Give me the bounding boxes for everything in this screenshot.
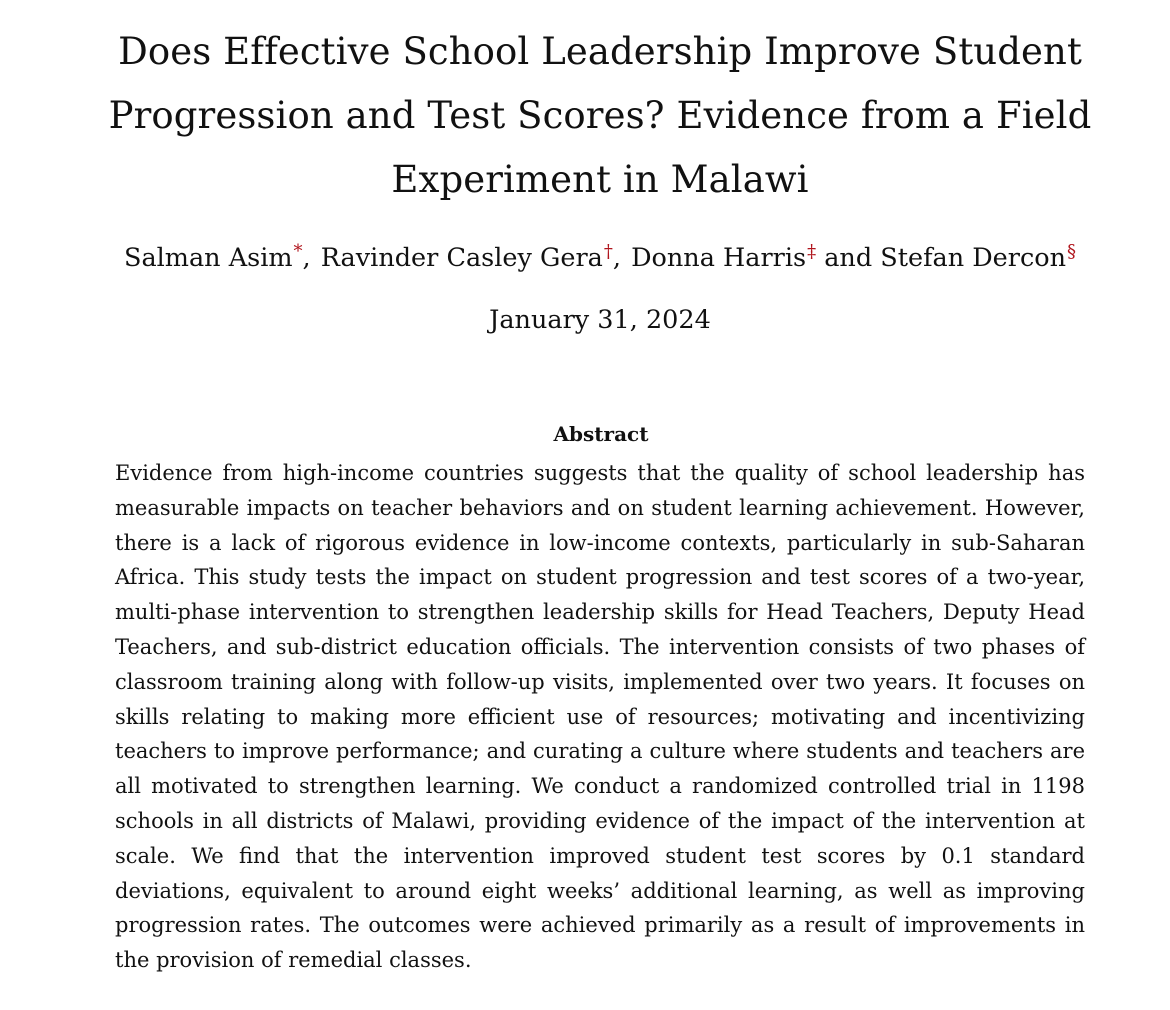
author-name: Salman Asim <box>123 243 293 273</box>
author-name: Stefan Dercon <box>880 243 1067 273</box>
paper-title: Does Effective School Leadership Improve Student Progression and Test Scores? Evidence from a Field Experiment in Malawi <box>108 30 1092 201</box>
author-name: Donna Harris <box>631 243 807 273</box>
author-footnote-mark[interactable]: ‡ <box>807 241 817 262</box>
author-conjunction: and <box>824 243 873 273</box>
abstract-heading: Abstract <box>553 422 649 446</box>
author-footnote-mark[interactable]: § <box>1067 241 1077 262</box>
publication-date: January 31, 2024 <box>489 305 711 335</box>
author-footnote-mark[interactable]: † <box>603 241 613 262</box>
author-name: Ravinder Casley Gera <box>320 243 603 273</box>
author-list <box>80 238 1120 278</box>
author-separator: , <box>612 243 621 273</box>
abstract-body: Evidence from high-income countries suggests that the quality of school leadership has measurable impacts on teacher behaviors and on student learning achievement. However, there is a lack of rigorous evidence in low-income contexts, particularly in sub-Saharan Africa. This study tests the impact on student progression and test scores of a two-year, multi-phase intervention to strengthen leadership skills for Head Teachers, Deputy Head Teachers, and sub-district education officials. The intervention consists of two phases of classroom training along with follow-up visits, implemented over two years. It focuses on skills relating to making more efficient use of resources; motivating and incentivizing teachers to improve performance; and curating a culture where students and teachers are all motivated to strengthen learning. We conduct a randomized controlled trial in 1198 schools in all districts of Malawi, providing evidence of the impact of the intervention at scale. We find that the intervention improved student test scores by 0.1 standard deviations, equivalent to around eight weeks’ additional learning, as well as improving progression rates. The outcomes were achieved primarily as a result of improvements in the provision of remedial classes. <box>115 461 1085 973</box>
author-footnote-mark[interactable]: * <box>293 241 303 262</box>
author-separator: , <box>302 243 311 273</box>
